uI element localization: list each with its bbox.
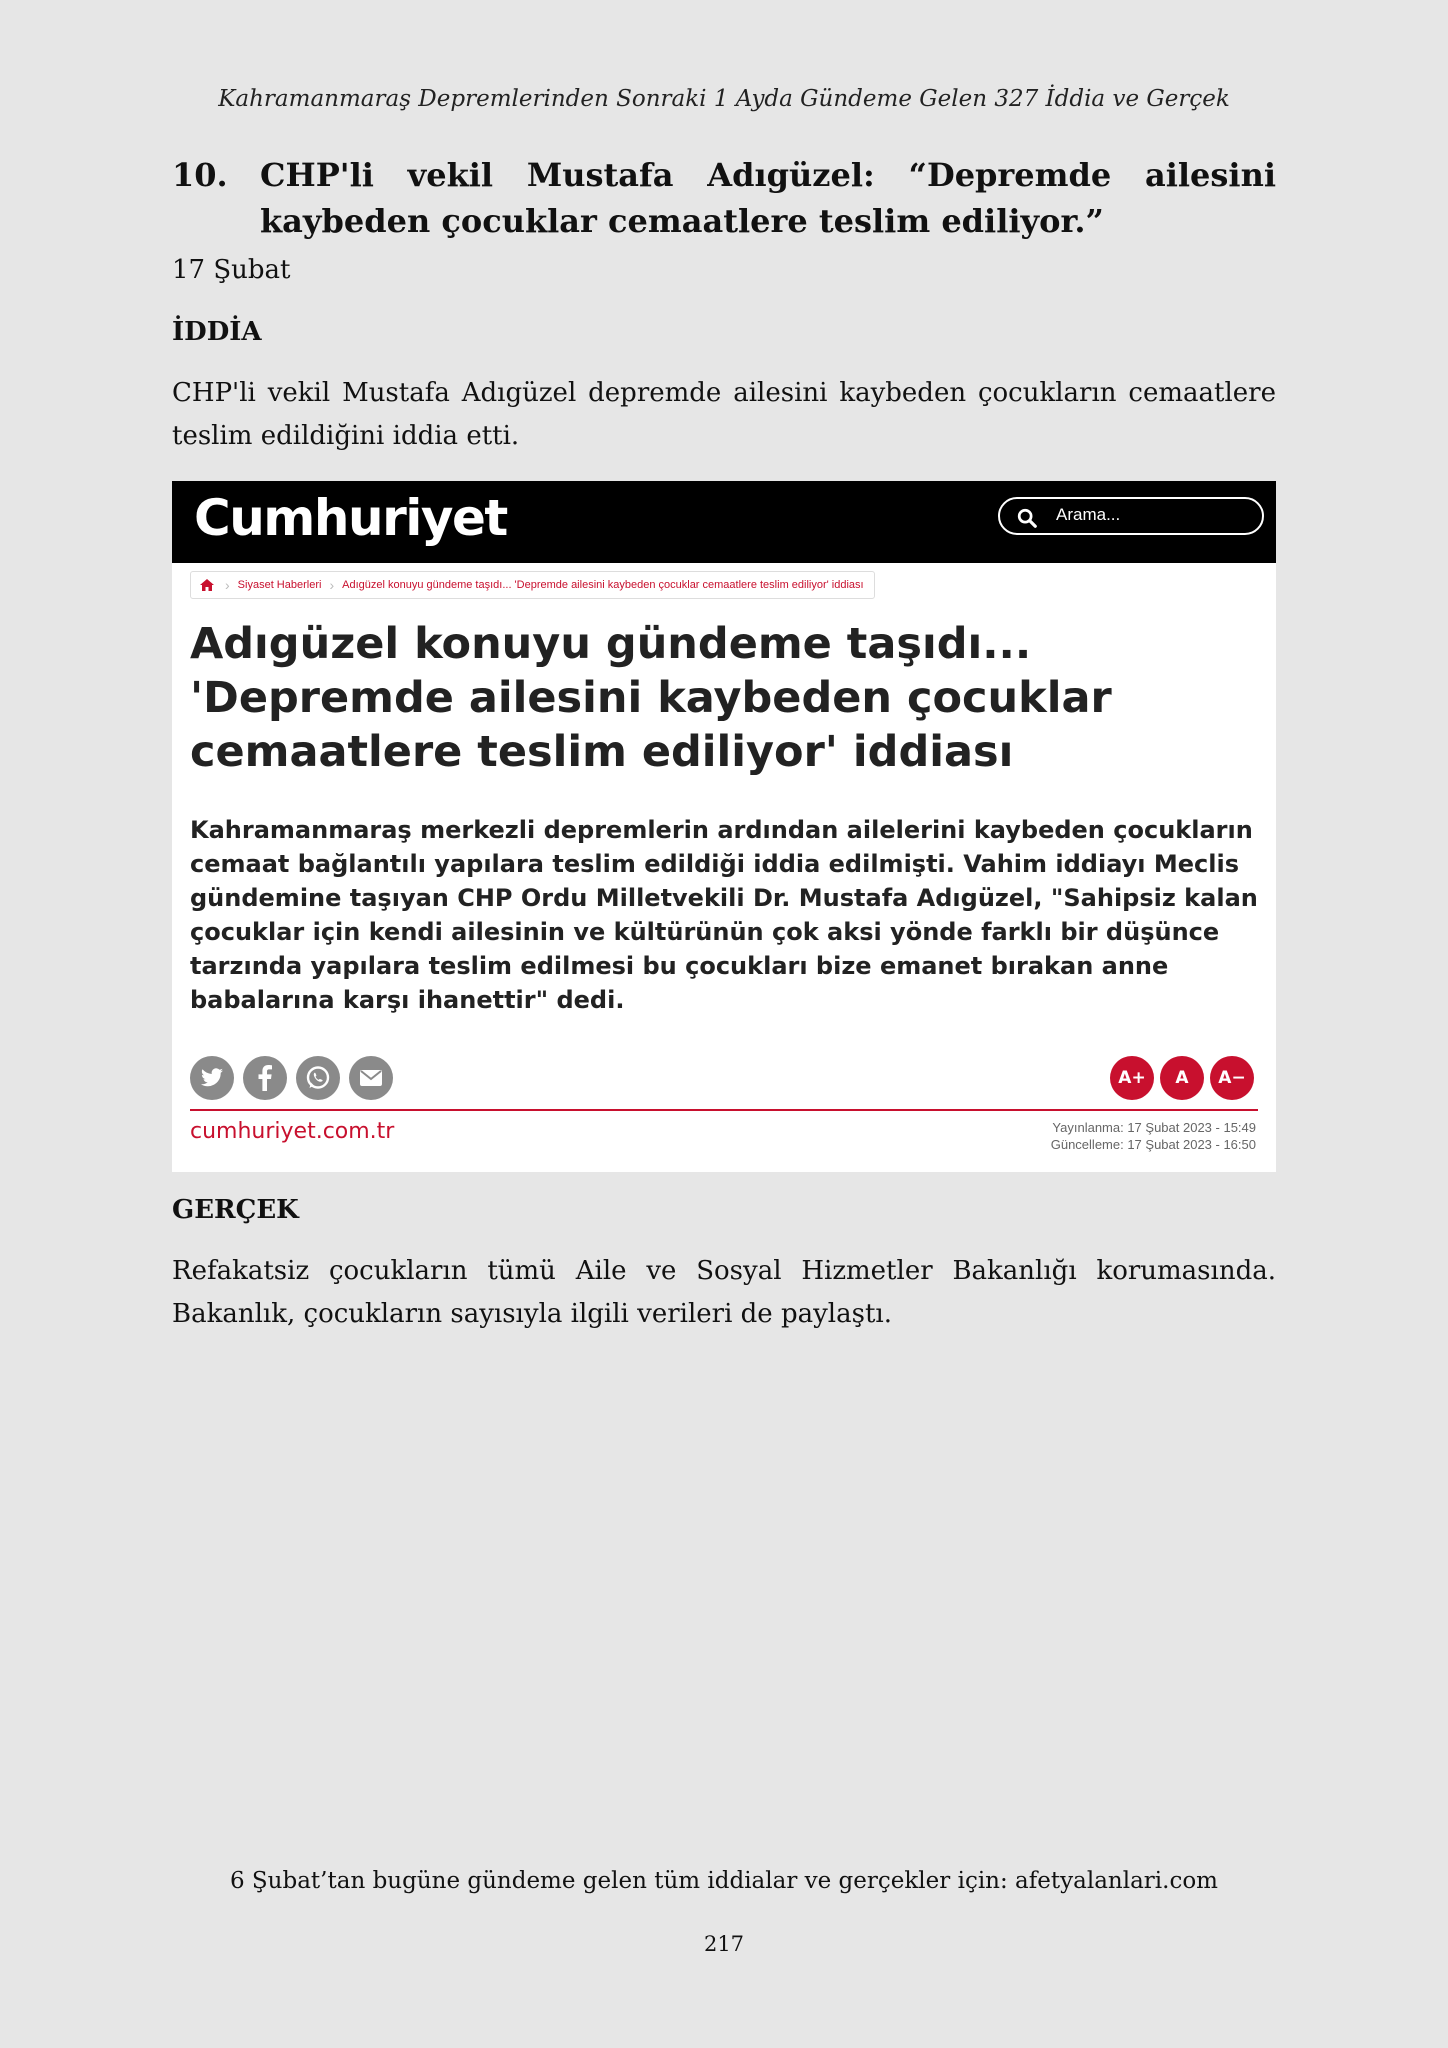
item-title: CHP'li vekil Mustafa Adıgüzel: “Depremde ailesini kaybeden çocuklar cemaatlere teslim ediliyor.” xyxy=(260,156,1276,240)
breadcrumb-separator: › xyxy=(225,577,230,593)
search-input[interactable] xyxy=(998,497,1264,535)
breadcrumb-item-category[interactable]: Siyaset Haberleri xyxy=(237,579,322,591)
page-number: 217 xyxy=(703,1932,745,1956)
item-date: 17 Şubat xyxy=(172,255,291,285)
item-number: 10. xyxy=(172,156,228,194)
claim-text: CHP'li vekil Mustafa Adıgüzel depremde ailesini kaybeden çocukların cemaatlere teslim edildiğini iddia etti. xyxy=(172,378,1276,451)
search-icon xyxy=(1016,507,1038,529)
news-screenshot xyxy=(172,481,1276,1172)
font-size-controls xyxy=(1110,1056,1254,1100)
site-header xyxy=(172,481,1276,563)
fact-label: GERÇEK xyxy=(172,1195,299,1225)
updated-time: Güncelleme: 17 Şubat 2023 - 16:50 xyxy=(1050,1137,1256,1152)
site-logo: Cumhuriyet xyxy=(194,489,507,547)
fact-section xyxy=(172,1192,1276,1336)
whatsapp-icon[interactable] xyxy=(296,1056,340,1100)
claim-section xyxy=(172,152,1276,458)
font-reset-button[interactable]: A xyxy=(1160,1056,1204,1100)
fact-text: Refakatsiz çocukların tümü Aile ve Sosyal Hizmetler Bakanlığı korumasında. Bakanlık, çocukların sayısıyla ilgili verileri de paylaştı. xyxy=(172,1256,1276,1329)
article-lead: Kahramanmaraş merkezli depremlerin ardından ailelerini kaybeden çocukların cemaat bağlantılı yapılara teslim edildiği iddia edilmişti. Vahim iddiayı Meclis gündemine taşıyan CHP Ordu Milletvekili Dr. Mustafa Adıgüzel, "Sahipsiz kalan çocuklar için kendi ailesinin ve kültürünün çok aksi yönde farklı bir düşünce tarzında yapılara teslim edilmesi bu çocukları bize emanet bırakan anne babalarına karşı ihanettir" dedi. xyxy=(190,816,1258,1014)
home-icon[interactable] xyxy=(197,578,217,592)
twitter-icon[interactable] xyxy=(190,1056,234,1100)
breadcrumb xyxy=(190,571,875,599)
running-header: Kahramanmaraş Depremlerinden Sonraki 1 Ayda Gündeme Gelen 327 İddia ve Gerçek xyxy=(218,86,1230,112)
article-title: Adıgüzel konuyu gündeme taşıdı... 'Depremde ailesini kaybeden çocuklar cemaatlere teslim ediliyor' iddiası xyxy=(190,619,1112,777)
font-decrease-button[interactable]: A− xyxy=(1210,1056,1254,1100)
article-timestamps xyxy=(1051,1119,1256,1153)
facebook-icon[interactable] xyxy=(243,1056,287,1100)
search-placeholder: Arama... xyxy=(1056,505,1121,524)
claim-label: İDDİA xyxy=(172,317,262,347)
breadcrumb-item-article[interactable]: Adıgüzel konuyu gündeme taşıdı... 'Depremde ailesini kaybeden çocuklar cemaatlere teslim ediliyor' iddiası xyxy=(342,579,864,591)
font-increase-button[interactable]: A+ xyxy=(1110,1056,1154,1100)
item-heading xyxy=(172,152,1276,244)
breadcrumb-separator: › xyxy=(329,577,335,593)
site-url[interactable]: cumhuriyet.com.tr xyxy=(190,1119,395,1144)
divider xyxy=(190,1109,1258,1111)
email-icon[interactable] xyxy=(349,1056,393,1100)
published-time: Yayınlanma: 17 Şubat 2023 - 15:49 xyxy=(1052,1120,1256,1135)
share-buttons xyxy=(190,1056,393,1100)
footer-note: 6 Şubat’tan bugüne gündeme gelen tüm iddialar ve gerçekler için: afetyalanlari.com xyxy=(229,1868,1218,1894)
